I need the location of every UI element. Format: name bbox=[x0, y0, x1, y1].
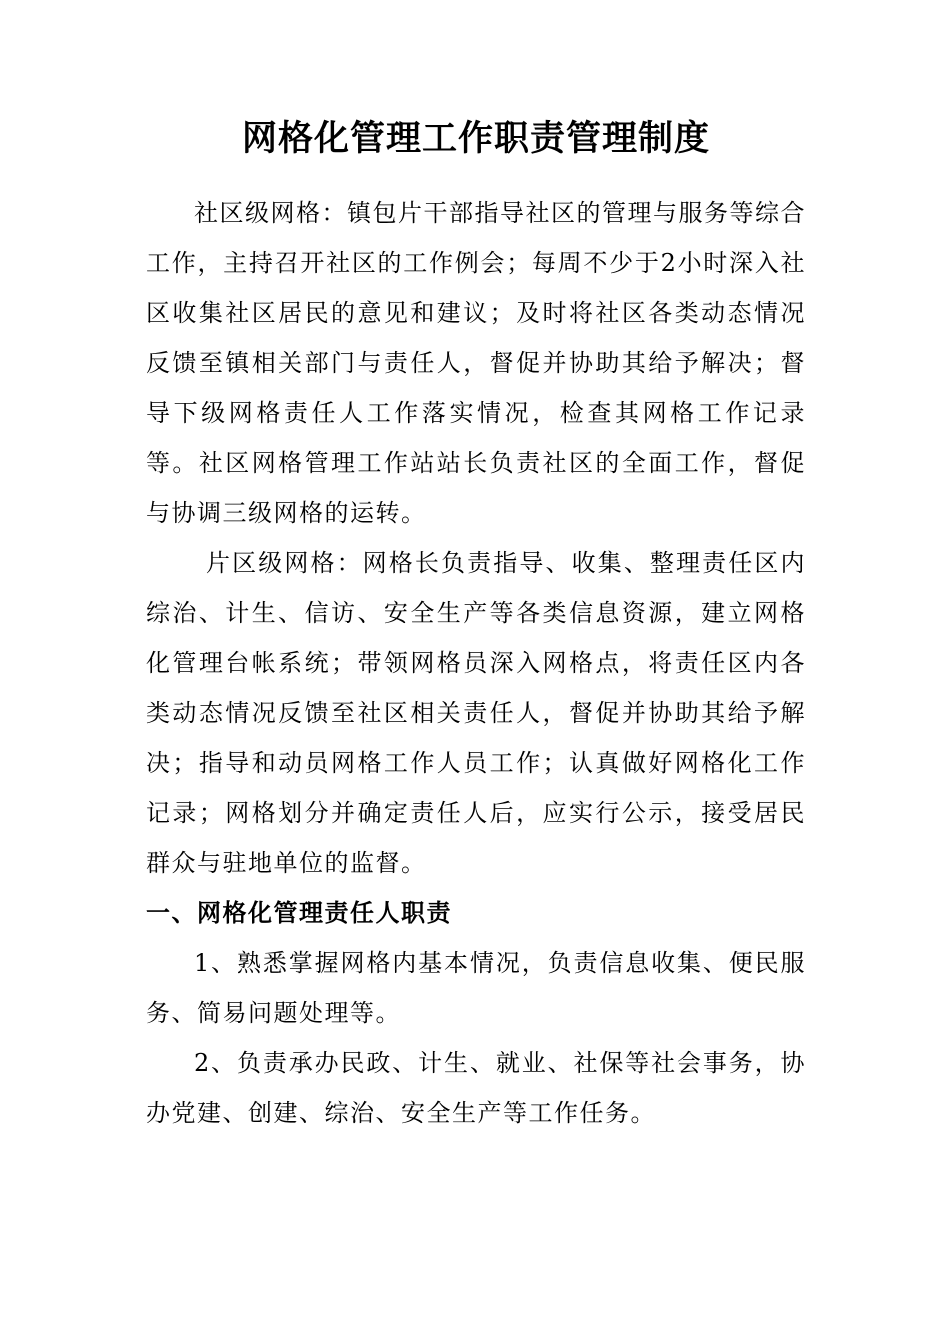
paragraph-community-grid: 社区级网格：镇包片干部指导社区的管理与服务等综合工作，主持召开社区的工作例会；每周不少于2小时深入社区收集社区居民的意见和建议；及时将社区各类动态情况反馈至镇相关部门与责任人，督促并协助其给予解决；督导下级网格责任人工作落实情况，检查其网格工作记录等。社区网格管理工作站站长负责社区的全面工作，督促与协调三级网格的运转。 bbox=[146, 199, 806, 527]
list-item-responsibility-2: 2、负责承办民政、计生、就业、社保等社会事务，协办党建、创建、综治、安全生产等工作任务。 bbox=[146, 1049, 806, 1127]
paragraph-district-grid: 片区级网格：网格长负责指导、收集、整理责任区内综治、计生、信访、安全生产等各类信息资源，建立网格化管理台帐系统；带领网格员深入网格点，将责任区内各类动态情况反馈至社区相关责任人，督促并协助其给予解决；指导和动员网格工作人员工作；认真做好网格化工作记录；网格划分并确定责任人后，应实行公示，接受居民群众与驻地单位的监督。 bbox=[146, 549, 806, 877]
section-heading-responsibilities: 一、网格化管理责任人职责 bbox=[146, 898, 452, 927]
document-title: 网格化管理工作职责管理制度 bbox=[241, 118, 710, 159]
list-item-responsibility-1: 1、熟悉掌握网格内基本情况，负责信息收集、便民服务、简易问题处理等。 bbox=[146, 949, 806, 1027]
document-page bbox=[146, 118, 806, 1138]
